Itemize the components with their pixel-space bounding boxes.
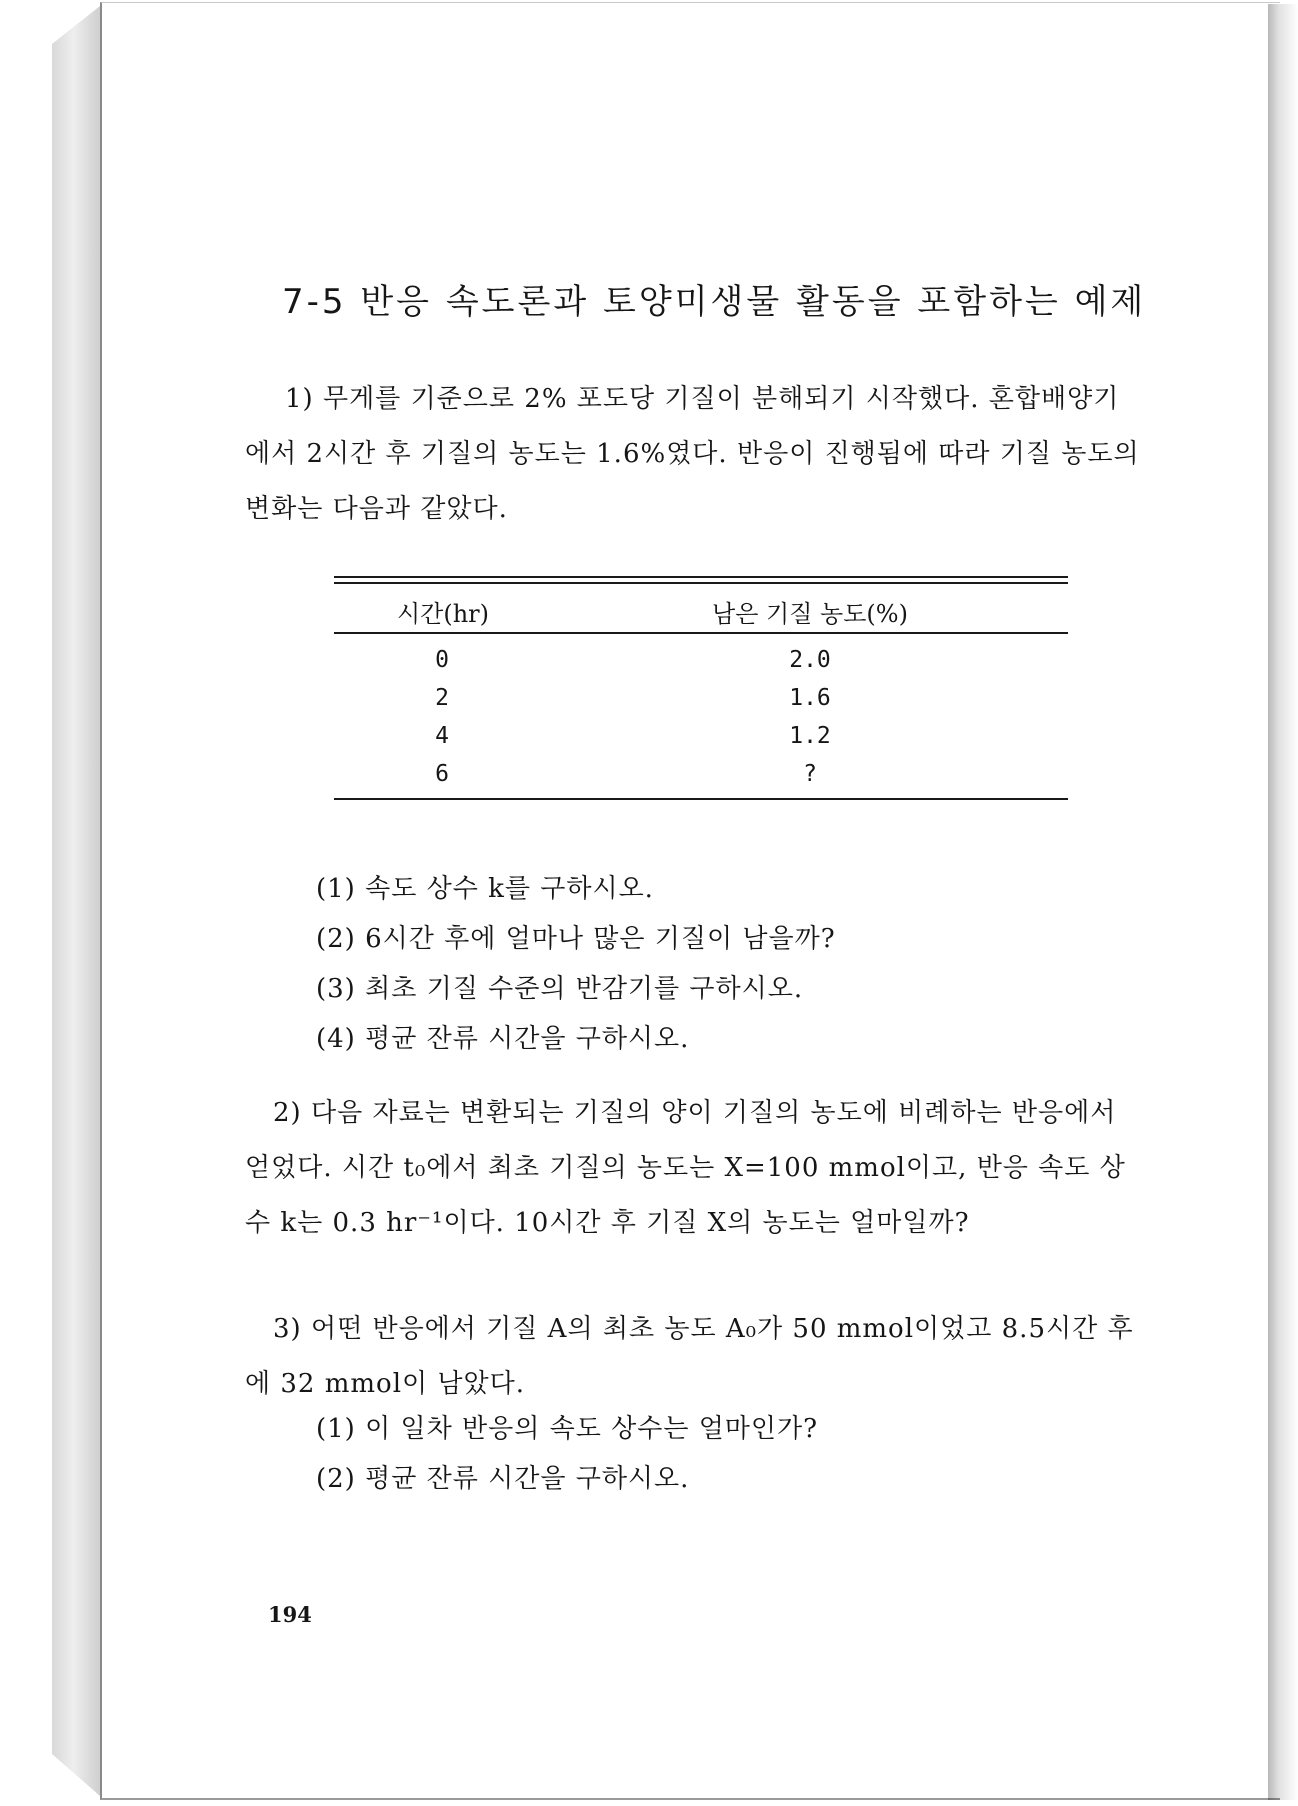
section-heading: 7-5 반응 속도론과 토양미생물 활동을 포함하는 예제 — [282, 282, 1147, 322]
table-header-rule — [334, 632, 1068, 634]
table-cell-concentration: 1.6 — [789, 685, 831, 711]
problem-1-text: 1) 무게를 기준으로 2% 포도당 기질이 분해되기 시작했다. 혼합배양기에서 2시간 후 기질의 농도는 1.6%였다. 반응이 진행됨에 따라 기질 농도의 변화는 다음과 같았다. — [245, 384, 1140, 524]
problem-2-text: 2) 다음 자료는 변환되는 기질의 양이 기질의 농도에 비례하는 반응에서 얻었다. 시간 t₀에서 최초 기질의 농도는 X=100 mmol이고, 반응 속도 상수 k는 0.3 hr⁻¹이다. 10시간 후 기질 X의 농도는 얼마일까? — [245, 1098, 1126, 1238]
book-spine — [52, 6, 100, 1796]
table-cell-time: 0 — [435, 647, 449, 673]
table-cell-concentration: 2.0 — [789, 647, 831, 673]
table-top-rule-2 — [334, 582, 1068, 584]
table-cell-time: 4 — [435, 723, 449, 749]
table-bottom-rule — [334, 798, 1068, 800]
question-item: (1) 속도 상수 k를 구하시오. — [316, 874, 654, 904]
table-header-concentration: 남은 기질 농도(%) — [712, 600, 908, 628]
table-cell-time: 2 — [435, 685, 449, 711]
question-item: (3) 최초 기질 수준의 반감기를 구하시오. — [316, 974, 804, 1004]
page-number: 194 — [268, 1602, 312, 1627]
question-item: (1) 이 일차 반응의 속도 상수는 얼마인가? — [316, 1414, 819, 1444]
page-shadow — [1268, 4, 1298, 1800]
question-item: (2) 6시간 후에 얼마나 많은 기질이 남을까? — [316, 924, 836, 954]
table-header-time: 시간(hr) — [396, 600, 490, 628]
table-cell-concentration: 1.2 — [789, 723, 831, 749]
question-item: (4) 평균 잔류 시간을 구하시오. — [316, 1024, 690, 1054]
table-cell-time: 6 — [435, 761, 449, 787]
question-item: (2) 평균 잔류 시간을 구하시오. — [316, 1464, 690, 1494]
table-cell-concentration: ? — [803, 761, 817, 787]
table-top-rule-1 — [334, 576, 1068, 578]
problem-3-text: 3) 어떤 반응에서 기질 A의 최초 농도 A₀가 50 mmol이었고 8.5시간 후에 32 mmol이 남았다. — [245, 1314, 1134, 1399]
page — [100, 2, 1280, 1800]
